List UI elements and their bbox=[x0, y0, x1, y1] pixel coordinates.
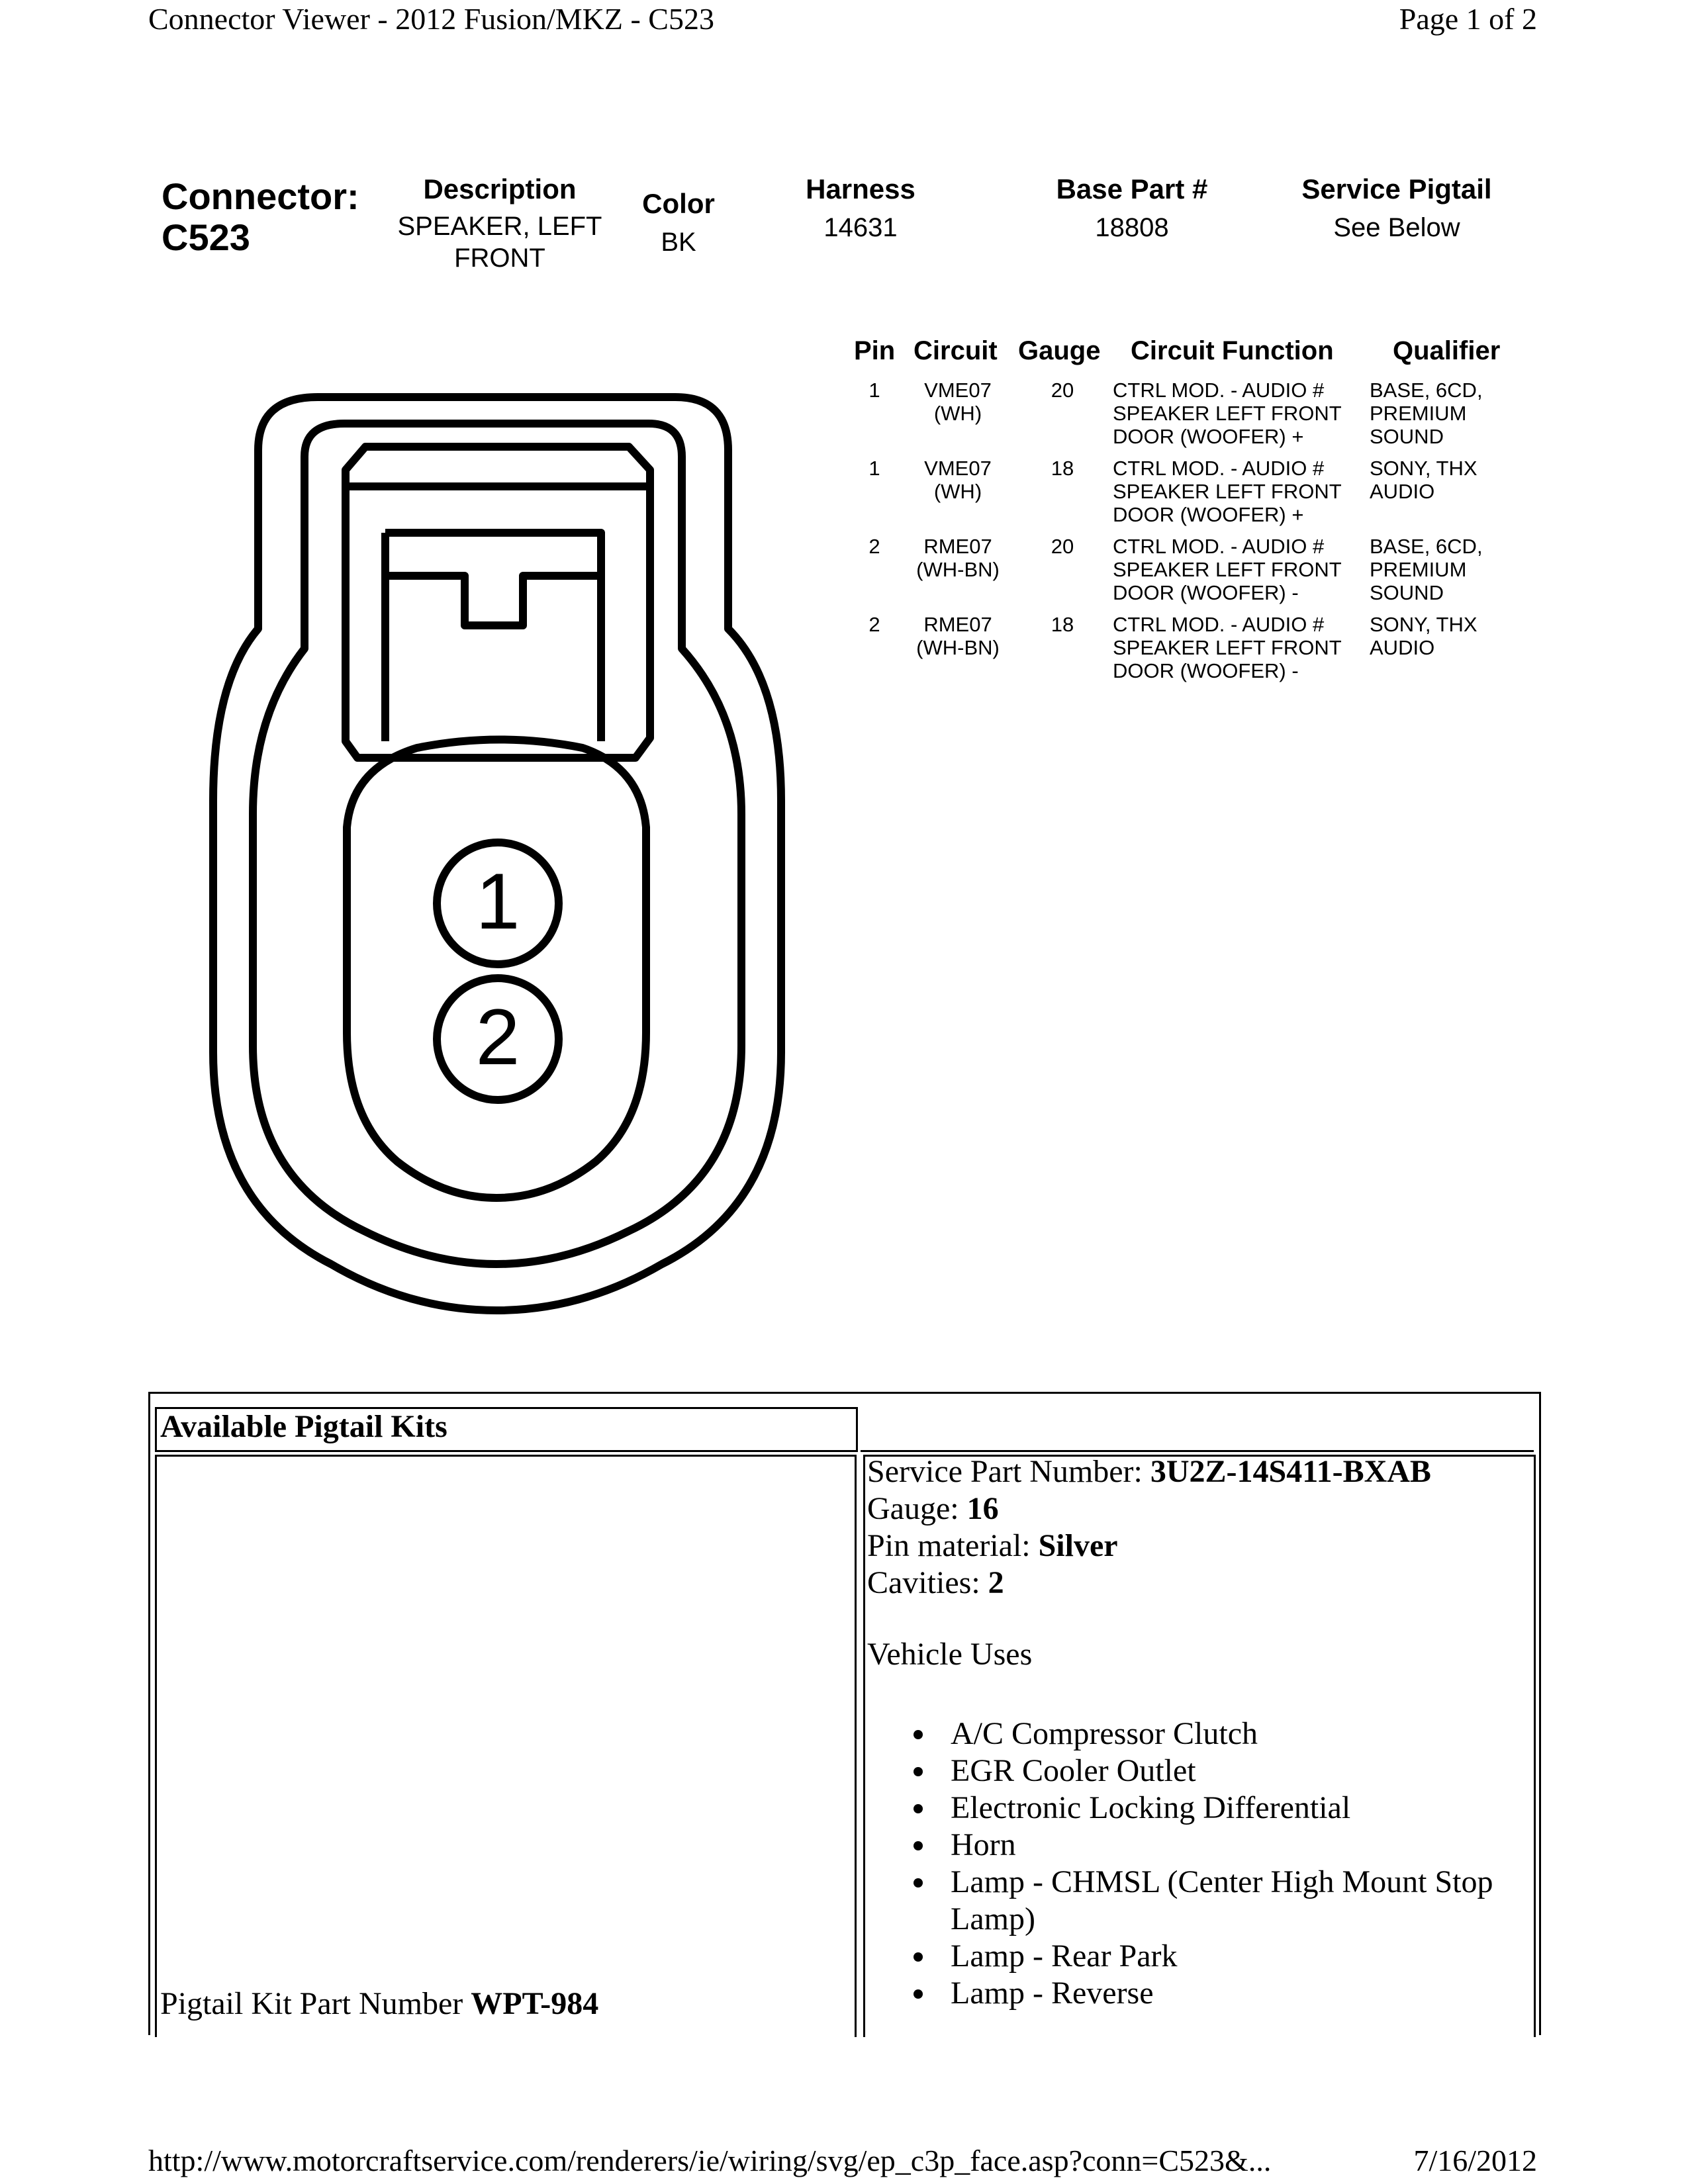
circuit-column-header: Circuit bbox=[914, 336, 998, 365]
service-part-number-label: Service Part Number: bbox=[867, 1454, 1150, 1489]
gauge-value: 16 bbox=[966, 1491, 999, 1526]
cavities-value: 2 bbox=[988, 1565, 1004, 1600]
function-line: DOOR (WOOFER) + bbox=[1113, 503, 1304, 526]
vehicle-use-text: Horn bbox=[951, 1827, 1016, 1862]
circuit-function-column-header: Circuit Function bbox=[1131, 336, 1334, 365]
gauge-column-header: Gauge bbox=[1018, 336, 1101, 365]
vehicle-use-text: A/C Compressor Clutch bbox=[951, 1716, 1258, 1751]
function-cell bbox=[1113, 379, 1378, 448]
footer-url[interactable]: http://www.motorcraftservice.com/renderers/ie/wiring/svg/ep_c3p_face.asp?conn=C523&... bbox=[148, 2144, 1272, 2177]
cavities-label: Cavities: bbox=[867, 1565, 988, 1600]
vehicle-uses-list bbox=[914, 1715, 1542, 2012]
vehicle-use-text: Electronic Locking Differential bbox=[951, 1790, 1351, 1825]
bullet-icon bbox=[914, 1841, 923, 1850]
gauge-line bbox=[867, 1490, 1431, 1527]
circuit-code: RME07 bbox=[923, 535, 992, 558]
function-line: SPEAKER LEFT FRONT bbox=[1113, 558, 1342, 581]
circuit-cell bbox=[902, 379, 1014, 425]
qualifier-line: BASE, 6CD, bbox=[1370, 535, 1483, 558]
qualifier-line: PREMIUM bbox=[1370, 558, 1467, 581]
service-pigtail-header: Service Pigtail bbox=[1301, 173, 1492, 205]
function-cell bbox=[1113, 613, 1378, 682]
pigtail-title-right-cell bbox=[861, 1407, 1534, 1452]
vehicle-use-text: Lamp - Rear Park bbox=[951, 1938, 1178, 1974]
qualifier-cell bbox=[1370, 535, 1528, 604]
bullet-icon bbox=[914, 1878, 923, 1888]
pin-1-label: 1 bbox=[475, 857, 520, 946]
vehicle-uses-label: Vehicle Uses bbox=[867, 1637, 1033, 1672]
list-item bbox=[914, 1827, 1542, 1864]
description-header: Description bbox=[423, 173, 577, 205]
bullet-icon bbox=[914, 1767, 923, 1776]
function-line: CTRL MOD. - AUDIO # bbox=[1113, 379, 1325, 402]
circuit-cell bbox=[902, 535, 1014, 581]
gauge-cell: 20 bbox=[1051, 535, 1074, 558]
circuit-code: RME07 bbox=[923, 613, 992, 636]
harness-header: Harness bbox=[806, 173, 915, 205]
pigtail-kit-label: Pigtail Kit Part Number bbox=[160, 1986, 471, 2021]
description-line1: SPEAKER, LEFT bbox=[397, 212, 602, 241]
function-cell bbox=[1113, 535, 1378, 604]
vehicle-use-text: Lamp - CHMSL (Center High Mount Stop Lamp) bbox=[951, 1864, 1493, 1936]
service-pigtail-value: See Below bbox=[1333, 213, 1460, 242]
bullet-icon bbox=[914, 1989, 923, 1999]
pigtail-kit-number: WPT-984 bbox=[471, 1986, 599, 2021]
circuit-cell bbox=[902, 457, 1014, 503]
connector-label-line1: Connector: bbox=[162, 175, 359, 217]
function-cell bbox=[1113, 457, 1378, 526]
description-line2: FRONT bbox=[454, 244, 545, 273]
harness-value: 14631 bbox=[823, 213, 898, 242]
gauge-cell: 18 bbox=[1051, 613, 1074, 636]
circuit-code: VME07 bbox=[924, 457, 992, 480]
list-item bbox=[914, 1938, 1542, 1975]
pin-cell: 2 bbox=[868, 535, 880, 558]
function-line: SPEAKER LEFT FRONT bbox=[1113, 480, 1342, 503]
pigtail-section-left-border bbox=[148, 1392, 150, 2035]
gauge-label: Gauge: bbox=[867, 1491, 967, 1526]
function-line: CTRL MOD. - AUDIO # bbox=[1113, 535, 1325, 558]
pin-2-label: 2 bbox=[475, 993, 520, 1081]
list-item bbox=[914, 1790, 1542, 1827]
base-part-value: 18808 bbox=[1095, 213, 1169, 242]
qualifier-cell bbox=[1370, 457, 1528, 503]
list-item bbox=[914, 1975, 1542, 2012]
service-part-number-value: 3U2Z-14S411-BXAB bbox=[1150, 1454, 1431, 1489]
list-item bbox=[914, 1752, 1542, 1790]
function-line: DOOR (WOOFER) + bbox=[1113, 425, 1304, 448]
function-line: CTRL MOD. - AUDIO # bbox=[1113, 613, 1325, 636]
connector-face-diagram bbox=[199, 371, 794, 1363]
footer-date: 7/16/2012 bbox=[1413, 2144, 1537, 2177]
pin-cell: 1 bbox=[868, 457, 880, 480]
latch-window bbox=[385, 533, 601, 741]
color-value: BK bbox=[661, 228, 696, 257]
bullet-icon bbox=[914, 1730, 923, 1739]
pin-material-line bbox=[867, 1527, 1431, 1565]
qualifier-cell bbox=[1370, 379, 1528, 448]
circuit-color: (WH) bbox=[933, 480, 982, 503]
circuit-code: VME07 bbox=[924, 379, 992, 402]
circuit-cell bbox=[902, 613, 1014, 659]
qualifier-line: AUDIO bbox=[1370, 480, 1435, 503]
pin-cavity-area bbox=[347, 740, 646, 1199]
qualifier-line: PREMIUM bbox=[1370, 402, 1467, 425]
connector-id: C523 bbox=[162, 216, 250, 258]
pigtail-section-top-border bbox=[148, 1392, 1541, 1394]
list-item bbox=[914, 1715, 1542, 1752]
pin-cell: 2 bbox=[868, 613, 880, 636]
qualifier-line: BASE, 6CD, bbox=[1370, 379, 1483, 402]
function-line: DOOR (WOOFER) - bbox=[1113, 659, 1299, 682]
pigtail-section-title: Available Pigtail Kits bbox=[160, 1409, 447, 1444]
description-value bbox=[384, 210, 616, 274]
qualifier-line: SOUND bbox=[1370, 581, 1444, 604]
circuit-color: (WH-BN) bbox=[916, 636, 1000, 659]
qualifier-column-header: Qualifier bbox=[1393, 336, 1501, 365]
pigtail-image-cell bbox=[155, 1455, 857, 2037]
page-header-title: Connector Viewer - 2012 Fusion/MKZ - C523 bbox=[148, 2, 714, 36]
pin-material-label: Pin material: bbox=[867, 1528, 1039, 1563]
qualifier-line: SONY, THX bbox=[1370, 457, 1477, 480]
pigtail-kit-part-number bbox=[160, 1985, 598, 2022]
vehicle-use-text: EGR Cooler Outlet bbox=[951, 1753, 1196, 1788]
gauge-cell: 20 bbox=[1051, 379, 1074, 402]
list-item bbox=[914, 1864, 1542, 1938]
service-part-number-line bbox=[867, 1453, 1431, 1490]
pin-cell: 1 bbox=[868, 379, 880, 402]
function-line: SPEAKER LEFT FRONT bbox=[1113, 402, 1342, 425]
base-part-header: Base Part # bbox=[1056, 173, 1208, 205]
circuit-color: (WH) bbox=[933, 402, 982, 425]
pigtail-info bbox=[867, 1453, 1431, 1673]
cavities-line bbox=[867, 1565, 1431, 1602]
function-line: SPEAKER LEFT FRONT bbox=[1113, 636, 1342, 659]
pin-material-value: Silver bbox=[1038, 1528, 1118, 1563]
connector-label bbox=[162, 176, 359, 258]
bullet-icon bbox=[914, 1804, 923, 1813]
qualifier-line: SOUND bbox=[1370, 425, 1444, 448]
function-line: DOOR (WOOFER) - bbox=[1113, 581, 1299, 604]
vehicle-use-text: Lamp - Reverse bbox=[951, 1976, 1154, 2011]
page-number: Page 1 of 2 bbox=[1399, 2, 1537, 36]
color-header: Color bbox=[642, 188, 715, 219]
bullet-icon bbox=[914, 1952, 923, 1962]
circuit-color: (WH-BN) bbox=[916, 558, 1000, 581]
qualifier-cell bbox=[1370, 613, 1528, 659]
qualifier-line: SONY, THX bbox=[1370, 613, 1477, 636]
gauge-cell: 18 bbox=[1051, 457, 1074, 480]
pin-column-header: Pin bbox=[854, 336, 896, 365]
latch-tab bbox=[385, 576, 601, 625]
qualifier-line: AUDIO bbox=[1370, 636, 1435, 659]
function-line: CTRL MOD. - AUDIO # bbox=[1113, 457, 1325, 480]
